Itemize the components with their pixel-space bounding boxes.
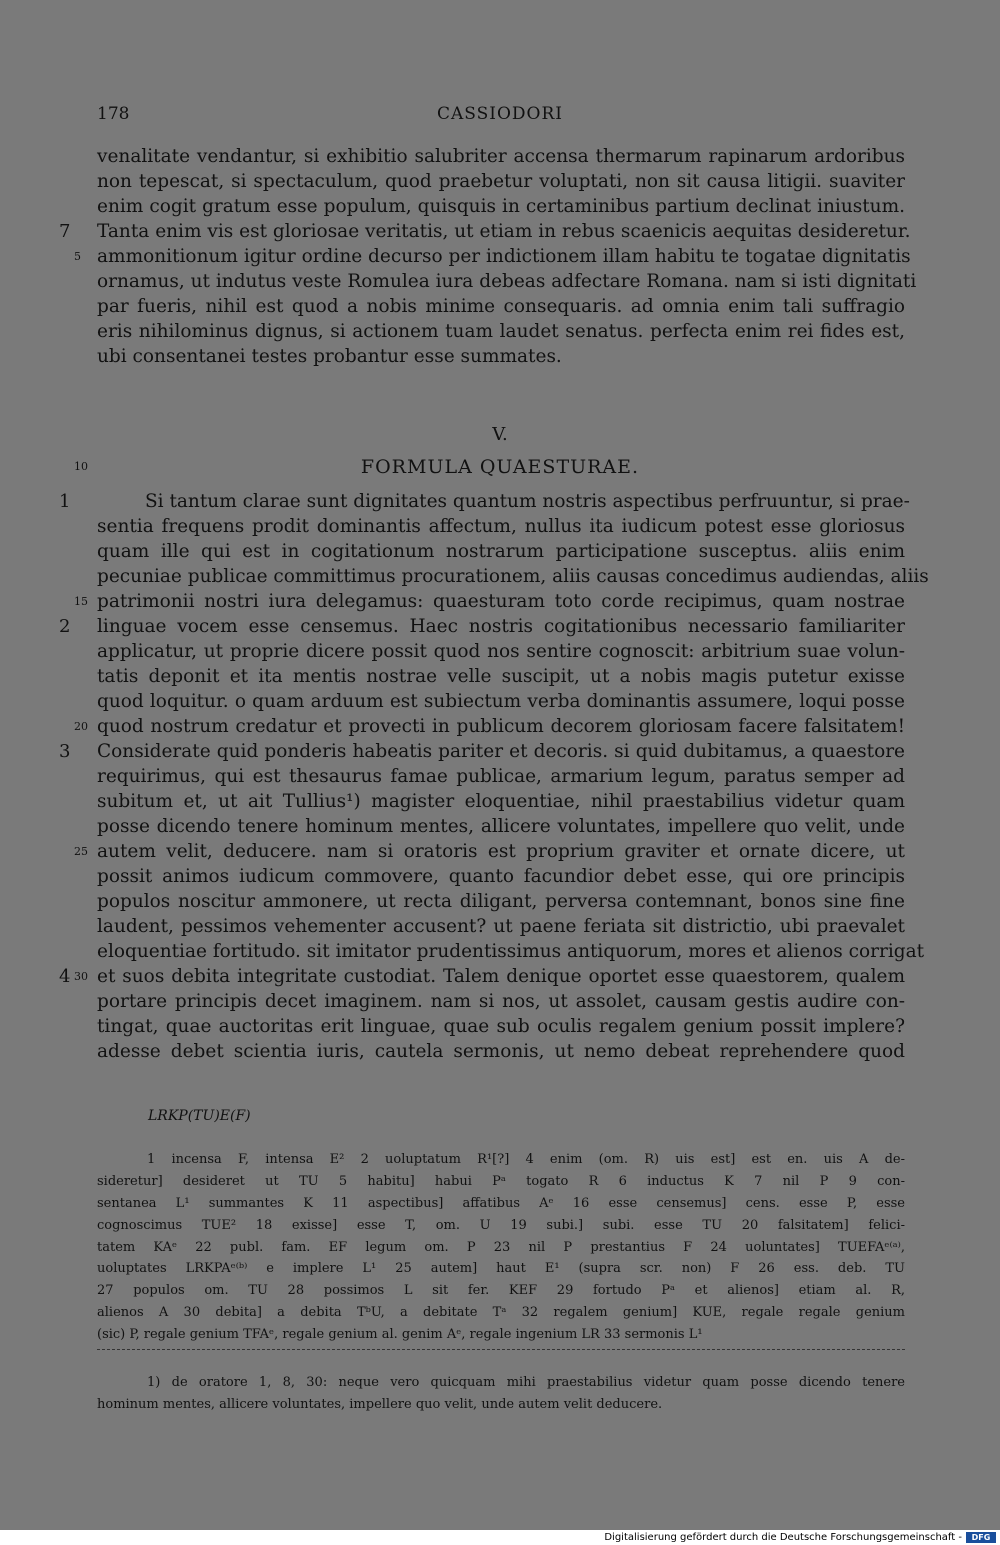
text-line: venalitate vendantur, si exhibitio salubriter accensa thermarum rapinarum ardoribus [97, 146, 905, 167]
paragraph-number: 1 [59, 491, 71, 512]
text-line: applicatur, ut proprie dicere possit quod nos sentire cognoscit: arbitrium suae volun- [97, 641, 905, 662]
text-line: quod nostrum credatur et provecti in publicum decorem gloriosam facere falsitatem! [97, 716, 905, 737]
apparatus-line: sentanea L¹ summantes K 11 aspectibus] affatibus Aᵉ 16 esse censemus] cens. esse P, esse [97, 1196, 905, 1211]
text-line: portare principis decet imaginem. nam si nos, ut assolet, causam gestis audire con- [97, 991, 905, 1012]
running-title: CASSIODORI [436, 104, 563, 124]
text-line: tingat, quae auctoritas erit linguae, quae sub oculis regalem genium possit implere? [97, 1016, 905, 1037]
line-number: 25 [74, 845, 88, 858]
text-line: laudent, pessimos vehementer accusent? ut paene feriata sit districtio, ubi praevalet [97, 916, 905, 937]
text-line: par fueris, nihil est quod a nobis minime consequaris. ad omnia enim tali suffragio [97, 296, 905, 317]
apparatus-line: 27 populos om. TU 28 possimos L sit fer. KEF 29 fortudo Pᵃ et alienos] etiam al. R, [97, 1283, 905, 1298]
section-number: V. [492, 424, 508, 445]
footnote-line: 1) de oratore 1, 8, 30: neque vero quicquam mihi praestabilius videtur quam posse dicendo tenere [147, 1375, 905, 1390]
text-line: possit animos iudicum commovere, quanto facundior debet esse, qui ore principis [97, 866, 905, 887]
text-line: Tanta enim vis est gloriosae veritatis, ut etiam in rebus scaenicis aequitas desideretur. [97, 221, 911, 242]
text-line: linguae vocem esse censemus. Haec nostris cogitationibus necessario familiariter [97, 616, 905, 637]
text-line: subitum et, ut ait Tullius¹) magister eloquentiae, nihil praestabilius videtur quam [97, 791, 905, 812]
text-line: posse dicendo tenere hominum mentes, allicere voluntates, impellere quo velit, unde [97, 816, 905, 837]
apparatus-line: cognoscimus TUE² 18 exisse] esse T, om. U 19 subi.] subi. esse TU 20 falsitatem] felici- [97, 1218, 905, 1233]
line-number: 30 [74, 970, 88, 983]
text-line: quod loquitur. o quam arduum est subiectum verba dominantis assumere, loqui posse [97, 691, 905, 712]
apparatus-line: alienos A 30 debita] a debita TᵇU, a debitate Tᵃ 32 regalem genium] KUE, regale regale genium [97, 1305, 905, 1320]
paragraph-number: 7 [59, 221, 71, 242]
apparatus-line: (sic) P, regale genium TFAᵉ, regale genium al. genim Aᵉ, regale ingenium LR 33 sermonis L¹ [97, 1327, 703, 1342]
line-number: 20 [74, 720, 88, 733]
line-number: 10 [74, 460, 88, 473]
apparatus-line: tatem KAᵉ 22 publ. fam. EF legum om. P 23 nil P prestantius F 24 uoluntates] TUEFAᵉ⁽ᵃ⁾, [97, 1240, 905, 1255]
footnote-separator [97, 1349, 905, 1350]
text-line: autem velit, deducere. nam si oratoris est proprium graviter et ornate dicere, ut [97, 841, 905, 862]
text-line: Si tantum clarae sunt dignitates quantum nostris aspectibus perfruuntur, si prae- [145, 491, 910, 512]
paragraph-number: 3 [59, 741, 71, 762]
text-line: populos noscitur ammonere, ut recta diligant, perversa contemnant, bonos sine fine [97, 891, 905, 912]
paragraph-number: 4 [59, 966, 71, 987]
text-line: eloquentiae fortitudo. sit imitator prudentissimus antiquorum, mores et alienos corrigat [97, 941, 925, 962]
page-number: 178 [97, 104, 130, 124]
line-number: 15 [74, 595, 88, 608]
text-line: pecuniae publicae committimus procurationem, aliis causas concedimus audiendas, aliis [97, 566, 929, 587]
text-line: patrimonii nostri iura delegamus: quaesturam toto corde recipimus, quam nostrae [97, 591, 905, 612]
apparatus-line: sideretur] desideret ut TU 5 habitu] habui Pᵃ togato R 6 inductus K 7 nil P 9 con- [97, 1174, 905, 1189]
text-line: ubi consentanei testes probantur esse summates. [97, 346, 562, 367]
text-line: ornamus, ut indutus veste Romulea iura debeas adfectare Romana. nam si isti dignitati [97, 271, 917, 292]
text-line: ammonitionum igitur ordine decurso per indictionem illam habitu te togatae dignitatis [97, 246, 911, 267]
dfg-logo-icon: DFG [966, 1532, 996, 1543]
footnote-line: hominum mentes, allicere voluntates, impellere quo velit, unde autem velit deducere. [97, 1397, 663, 1412]
paragraph-number: 2 [59, 616, 71, 637]
text-line: quam ille qui est in cogitationum nostrarum participatione susceptus. aliis enim [97, 541, 905, 562]
text-line: requirimus, qui est thesaurus famae publicae, armarium legum, paratus semper ad [97, 766, 905, 787]
section-title: FORMULA QUAESTURAE. [360, 456, 640, 478]
text-line: et suos debita integritate custodiat. Talem denique oportet esse quaestorem, qualem [97, 966, 905, 987]
text-line: sentia frequens prodit dominantis affectum, nullus ita iudicum potest esse gloriosus [97, 516, 905, 537]
apparatus-line: 1 incensa F, intensa E² 2 uoluptatum R¹[?] 4 enim (om. R) uis est] est en. uis A de- [147, 1152, 905, 1167]
line-number: 5 [74, 250, 81, 263]
text-line: adesse debet scientia iuris, cautela sermonis, ut nemo debeat reprehendere quod [97, 1041, 905, 1062]
text-line: non tepescat, si spectaculum, quod praebetur voluptati, non sit causa litigii. suaviter [97, 171, 905, 192]
text-line: eris nihilominus dignus, si actionem tuam laudet senatus. perfecta enim rei fides est, [97, 321, 905, 342]
footer-bar [0, 1530, 1000, 1545]
text-line: tatis deponit et ita mentis nostrae velle suscipit, ut a nobis magis putetur exisse [97, 666, 905, 687]
text-line: Considerate quid ponderis habeatis pariter et decoris. si quid dubitamus, a quaestore [97, 741, 905, 762]
manuscript-sigla: LRKP(TU)E(F) [148, 1108, 251, 1124]
funding-credit: Digitalisierung gefördert durch die Deutsche Forschungsgemeinschaft - [604, 1532, 962, 1543]
text-line: enim cogit gratum esse populum, quisquis in certaminibus partium declinat iniustum. [97, 196, 905, 217]
apparatus-line: uoluptates LRKPAᵉ⁽ᵇ⁾ e implere L¹ 25 autem] haut E¹ (supra scr. non) F 26 ess. deb. TU [97, 1261, 905, 1276]
